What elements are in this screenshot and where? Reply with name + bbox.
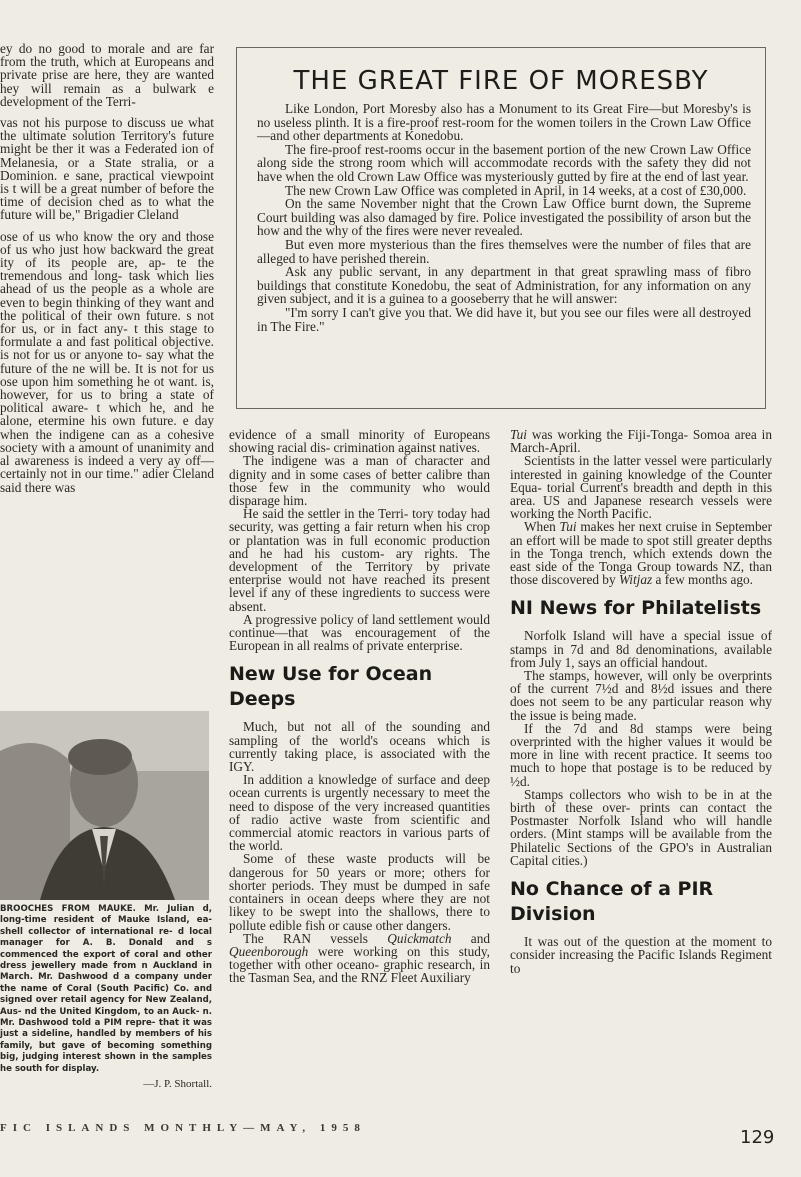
feature-paragraph: "I'm sorry I can't give you that. We did have it, but you see our files were all destroyed in The Fire." [257, 304, 751, 334]
feature-title: THE GREAT FIRE OF MORESBY [293, 66, 709, 96]
article-paragraph [229, 932, 490, 985]
article-paragraph: The indigene was a man of character and dignity and in some cases of better calibre than those few in the community who would disparage him. [229, 453, 490, 509]
article-paragraph: evidence of a small minority of Europeans showing racial dis- crimination against natives. [229, 428, 490, 456]
portrait-photo [0, 711, 209, 900]
text-run: were working on this study, together with other oceano- graphic research, in the Tasman Sea, and the RNZ Fleet Auxiliary [229, 943, 490, 986]
middle-column [229, 428, 490, 1083]
feature-paragraph: Like London, Port Moresby also has a Monument to its Great Fire—but Moresby's is no useless plinth. It is a fire-proof rest-room for the women toilers in the Crown Law Office—and other departments at Konedobu. [257, 101, 751, 144]
page-number: 129 [740, 1127, 775, 1148]
article-paragraph: It was out of the question at the moment to consider increasing the Pacific Islands Regiment to [510, 934, 772, 976]
text-run: and [451, 930, 490, 946]
article-paragraph: Some of these waste products will be dangerous for 50 years or more; others for shorter periods. They must be dumped in safe containers in ocean deeps where they are not likey to be swept into the shallows, there to pollute edible fish or cause other dangers. [229, 851, 490, 933]
text-run: makes her next cruise in September an effort will be made to spot still greater depths in the Tonga trench, which extends down the east side of the Tonga Group towards NZ, than those discovered by [510, 519, 772, 588]
article-paragraph: Much, but not all of the sounding and sampling of the world's oceans which is currently taking place, is associated with the IGY. [229, 719, 490, 775]
ship-name: Queenborough [229, 943, 309, 959]
article-paragraph: Scientists in the latter vessel were particularly interested in gaining knowledge of the Counter Equa- torial Current's breadth and depth in this area. US and Japanese research vessels were working the North Pacific. [510, 453, 772, 522]
article-paragraph: ose of us who know the ory and those of us who just how backward the great ity of its people are, ap- te the tremendous and long- task which lies ahead of us the people as a whole are even to begin thinking of they want and the political of their own future. s not for us, or in fact any- t this stage to formulate a and fast political objective. is not for us or anyone to- say what the future of the ne will be. It is not for us ose upon him something he ot want. is, however, for us to bring a state of political aware- t which he, and he alone, etermine his own future. e day when the indigene can as a cohesive society with a amount of unanimity and al awareness is indeed a very ay off—certainly not in our time." adier Cleland said there was [0, 228, 214, 495]
photo-caption [0, 904, 212, 1091]
ship-name: Quickmatch [387, 930, 452, 946]
section-heading: New Use for Ocean Deeps [229, 663, 433, 711]
article-paragraph [510, 520, 772, 586]
article-paragraph: A progressive policy of land settlement would continue—that was encouragement of the European in all realms of private enterprise. [229, 611, 490, 654]
article-paragraph: Stamps collectors who wish to be in at the birth of these over- prints can contact the Postmaster Norfolk Island who will handle orders. (Mint stamps will be available from the Philatelic Sections of the GPO's in Australian Capital cities.) [510, 786, 772, 868]
feature-paragraph: But even more mysterious than the fires themselves were the number of files that are alleged to have perished therein. [257, 236, 751, 266]
caption-text: BROOCHES FROM MAUKE. Mr. Julian d, long-time resident of Mauke Island, ea-shell collector of international re- d local manager for A. B. Donald and s commenced the export of coral and other dress jewellery made from n Auckland in March. Mr. Dashwood d a company under the name of Coral (South Pacific) Co. and signed over retail agency for New Zealand, Aus- nd the United Kingdom, to an Auck- n. Mr. Dashwood told a PIM repre- that it was just a sideline, handled by members of his family, but gave of becoming something big, judging interest shown in the samples he south for display. [0, 904, 212, 1074]
article-paragraph: The stamps, however, will only be overprints of the current 7½d and 8½d issues and there does not seem to be any particular reason why the issue is being made. [510, 668, 772, 723]
feature-paragraph: The fire-proof rest-rooms occur in the basement portion of the new Crown Law Office along side the strong room which will accommodate records with the safety they did not have when the old Crown Law Office was mysteriously gutted by fire at the end of last year. [257, 141, 751, 184]
text-run: was working the Fiji-Tonga- Somoa area in March-April. [510, 428, 772, 456]
article-paragraph: If the 7d and 8d stamps were being overprinted with the higher values it would be more in line with recent practice. It seems too much to hope that postage is to be reduced by ½d. [510, 720, 772, 789]
section-heading: No Chance of a PIR Division [510, 878, 714, 926]
running-footer: FIC ISLANDS MONTHLY—MAY, 1958 [0, 1122, 366, 1134]
section-heading: NI News for Philatelists [510, 597, 762, 620]
feature-paragraph: On the same November night that the Crown Law Office burnt down, the Supreme Court building was also damaged by fire. Police investigated the possibility of arson but the how and the why of the fires were never revealed. [257, 196, 751, 239]
text-run: When [524, 519, 560, 535]
left-column-article [0, 42, 214, 674]
feature-paragraph: The new Crown Law Office was completed in April, in 14 weeks, at a cost of £30,000. [285, 182, 747, 198]
article-paragraph: He said the settler in the Terri- tory today had security, was getting a fair return when his crop or plantation was in full economic production and he had his custom- ary rights. The development of the Territory by private enterprise would not have reached its present level if any of these ingredients to success were absent. [229, 506, 490, 614]
text-run: a few months ago. [652, 572, 753, 588]
ship-name: Tui [559, 519, 577, 535]
article-paragraph: Norfolk Island will have a special issue of stamps in 7d and 8d denominations, available from July 1, says an official handout. [510, 628, 772, 670]
article-paragraph: In addition a knowledge of surface and deep ocean currents is urgently necessary to meet the need to dispose of the very increased quantities of radio active waste from scientific and commercial atomic reactors in various parts of the world. [229, 772, 490, 854]
photo-credit: —J. P. Shortall. [143, 1078, 212, 1091]
ship-name: Tui [510, 428, 528, 442]
text-run: The RAN vessels [243, 930, 388, 946]
portrait-illustration [0, 711, 209, 900]
feature-body [257, 102, 751, 400]
feature-paragraph: Ask any public servant, in any department in that great sprawling mass of fibro buildings that constitute Konedobu, the seat of Administration, for any information on any given subject, and it is a guinea to a gooseberry that he will answer: [257, 264, 751, 307]
feature-box [236, 47, 766, 409]
ship-name: Witjaz [618, 572, 653, 588]
article-paragraph: vas not his purpose to discuss ue what the ultimate solution Territory's future might be ther it was a Federated ion of Melanesia, or a State stralia, or a Dominion. e sane, practical viewpoint is t will be a great number of before the time of decision ched as to what the future will be," Brigadier Cleland [0, 115, 214, 223]
article-paragraph [510, 428, 772, 454]
right-column [510, 428, 772, 1116]
article-paragraph: ey do no good to morale and are far from the truth, which at Europeans and private prise are here, they are wanted hey will remain as a bulwark e development of the Terri- [0, 42, 214, 109]
